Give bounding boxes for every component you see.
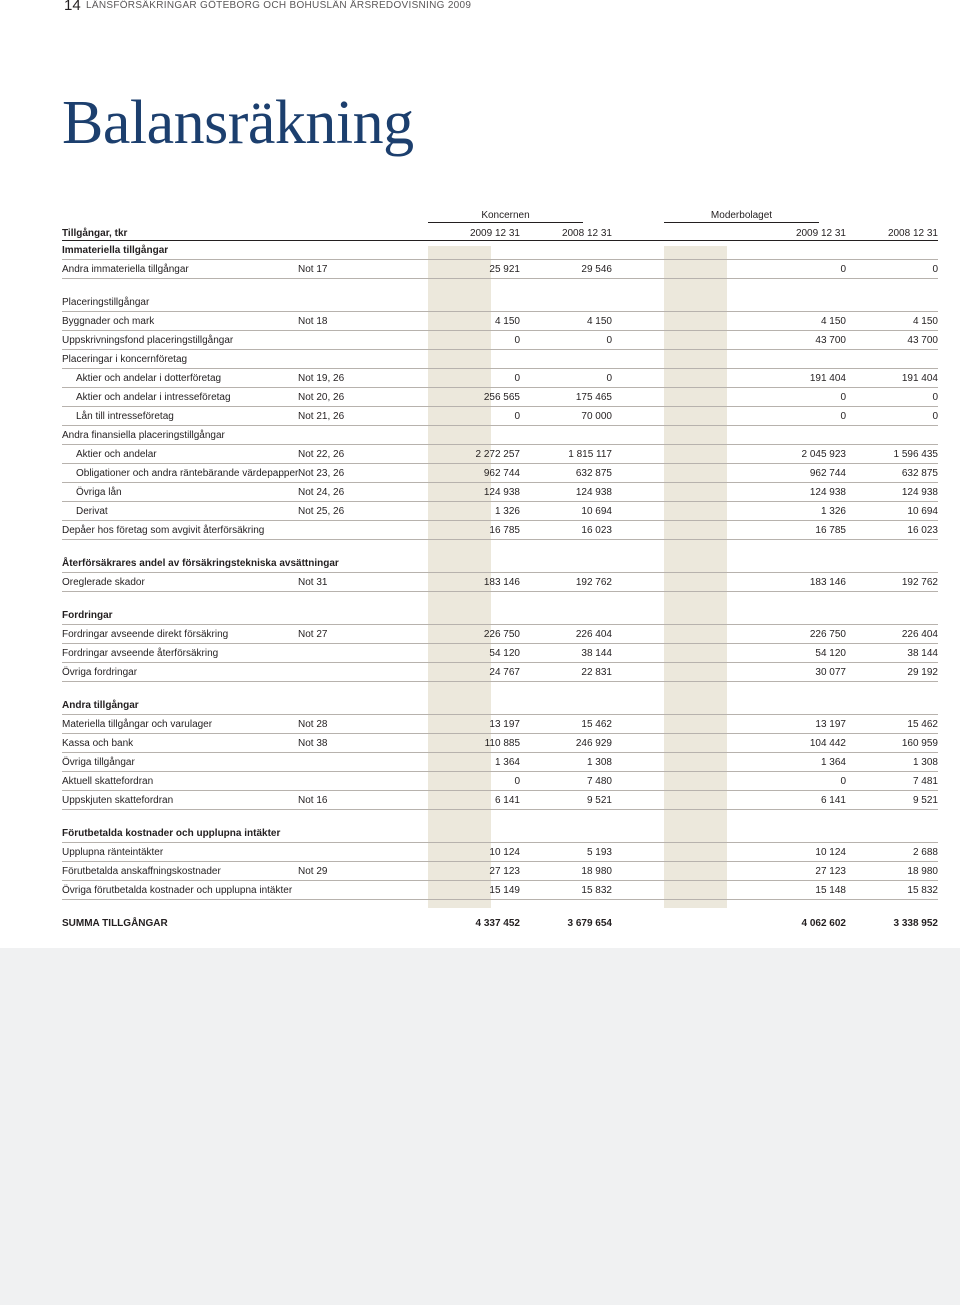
section-heading-row — [62, 554, 938, 573]
value-moderbolaget-2008: 16 023 — [846, 521, 938, 540]
row-label: Byggnader och mark — [62, 312, 298, 331]
section-heading: Andra tillgångar — [62, 696, 428, 715]
value-koncernen-2009: 24 767 — [428, 663, 520, 682]
row-label: Aktier och andelar — [62, 445, 298, 464]
empty-cell — [754, 696, 846, 715]
section-heading: Fordringar — [62, 606, 428, 625]
value-koncernen-2008: 10 694 — [520, 502, 612, 521]
value-moderbolaget-2008: 4 150 — [846, 312, 938, 331]
empty-cell — [612, 824, 754, 843]
value-koncernen-2008: 632 875 — [520, 464, 612, 483]
value-koncernen-2009: 6 141 — [428, 791, 520, 810]
value-koncernen-2008: 192 762 — [520, 573, 612, 592]
empty-cell — [846, 554, 938, 573]
empty-cell — [520, 350, 612, 369]
table-row — [62, 388, 938, 407]
value-moderbolaget-2009: 183 146 — [754, 573, 846, 592]
table-row — [62, 734, 938, 753]
row-note: Not 28 — [298, 715, 428, 734]
empty-cell — [520, 293, 612, 312]
value-koncernen-2008: 0 — [520, 369, 612, 388]
total-row — [62, 914, 938, 933]
empty-cell — [520, 606, 612, 625]
spacer-row — [62, 900, 938, 915]
value-moderbolaget-2009: 226 750 — [754, 625, 846, 644]
value-moderbolaget-2009: 0 — [754, 772, 846, 791]
section-heading: Återförsäkrares andel av försäkringstekniska avsättningar — [62, 554, 428, 573]
row-note: Not 29 — [298, 862, 428, 881]
spacer-cell — [62, 810, 938, 825]
empty-cell — [846, 606, 938, 625]
value-koncernen-2008: 22 831 — [520, 663, 612, 682]
column-header-koncernen-2008: 2008 12 31 — [520, 226, 612, 241]
table-row — [62, 715, 938, 734]
column-gap — [612, 502, 754, 521]
spacer-cell — [62, 900, 938, 915]
value-koncernen-2008: 15 462 — [520, 715, 612, 734]
group-underline — [664, 222, 819, 223]
value-koncernen-2008: 16 023 — [520, 521, 612, 540]
table-row — [62, 753, 938, 772]
empty-cell — [428, 426, 520, 445]
empty-cell — [428, 554, 520, 573]
value-moderbolaget-2008: 3 338 952 — [893, 918, 938, 929]
spacer-cell — [62, 592, 938, 607]
column-gap — [612, 734, 754, 753]
value-moderbolaget-2008: 29 192 — [846, 663, 938, 682]
row-note: Not 21, 26 — [298, 407, 428, 426]
row-note — [298, 881, 428, 900]
row-note: Not 17 — [298, 260, 428, 279]
table-row — [62, 445, 938, 464]
value-moderbolaget-2008: 43 700 — [846, 331, 938, 350]
page-number: 14 — [64, 0, 81, 14]
value-moderbolaget-2009: 191 404 — [754, 369, 846, 388]
empty-cell — [846, 350, 938, 369]
row-label: SUMMA TILLGÅNGAR — [62, 918, 168, 929]
column-gap — [612, 260, 754, 279]
empty-cell — [428, 696, 520, 715]
value-moderbolaget-2008: 18 980 — [846, 862, 938, 881]
value-koncernen-2009: 4 337 452 — [475, 918, 520, 929]
column-gap — [612, 464, 754, 483]
column-gap — [612, 521, 754, 540]
value-koncernen-2009: 1 364 — [428, 753, 520, 772]
value-koncernen-2008: 1 308 — [520, 753, 612, 772]
table-row — [62, 407, 938, 426]
row-label: Andra immateriella tillgångar — [62, 260, 298, 279]
empty-cell — [846, 241, 938, 260]
balance-sheet-table — [62, 226, 938, 933]
group-header-koncernen — [428, 210, 583, 223]
empty-cell — [754, 350, 846, 369]
empty-cell — [612, 426, 754, 445]
group-underline — [428, 222, 583, 223]
value-moderbolaget-2009: 27 123 — [754, 862, 846, 881]
subheading: Placeringar i koncernföretag — [62, 350, 428, 369]
empty-cell — [612, 606, 754, 625]
subheading-row — [62, 293, 938, 312]
value-moderbolaget-2009: 4 062 602 — [801, 918, 846, 929]
row-note — [298, 753, 428, 772]
row-note: Not 19, 26 — [298, 369, 428, 388]
value-moderbolaget-2008: 192 762 — [846, 573, 938, 592]
group-label-koncernen: Koncernen — [481, 210, 530, 221]
column-header-koncernen-2009: 2009 12 31 — [428, 226, 520, 241]
value-koncernen-2009: 110 885 — [428, 734, 520, 753]
value-koncernen-2008: 15 832 — [520, 881, 612, 900]
column-gap — [612, 573, 754, 592]
value-moderbolaget-2009: 6 141 — [754, 791, 846, 810]
value-moderbolaget-2009: 15 148 — [754, 881, 846, 900]
row-note — [298, 843, 428, 862]
row-label: Lån till intresseföretag — [62, 407, 298, 426]
row-note: Not 38 — [298, 734, 428, 753]
value-koncernen-2009: 1 326 — [428, 502, 520, 521]
bottom-background — [0, 948, 960, 1305]
table-row — [62, 843, 938, 862]
value-koncernen-2009: 226 750 — [428, 625, 520, 644]
value-moderbolaget-2008: 0 — [846, 260, 938, 279]
value-koncernen-2009: 27 123 — [428, 862, 520, 881]
value-koncernen-2009: 54 120 — [428, 644, 520, 663]
table-row — [62, 644, 938, 663]
value-koncernen-2008: 4 150 — [520, 312, 612, 331]
subheading-row — [62, 350, 938, 369]
row-label: Materiella tillgångar och varulager — [62, 715, 298, 734]
empty-cell — [520, 554, 612, 573]
empty-cell — [428, 824, 520, 843]
empty-cell — [612, 241, 754, 260]
table-row — [62, 521, 938, 540]
row-note — [298, 772, 428, 791]
value-koncernen-2009: 0 — [428, 369, 520, 388]
row-note — [298, 331, 428, 350]
row-label: Obligationer och andra räntebärande värdepapper — [62, 464, 298, 483]
value-moderbolaget-2009: 54 120 — [754, 644, 846, 663]
spacer-row — [62, 540, 938, 555]
value-koncernen-2008: 1 815 117 — [520, 445, 612, 464]
value-moderbolaget-2008: 7 481 — [846, 772, 938, 791]
running-title: LÄNSFÖRSÄKRINGAR GÖTEBORG OCH BOHUSLÄN ÅRSREDOVISNING 2009 — [86, 0, 472, 11]
empty-cell — [612, 350, 754, 369]
spacer-cell — [62, 682, 938, 697]
column-gap — [612, 715, 754, 734]
value-koncernen-2008: 9 521 — [520, 791, 612, 810]
row-note: Not 18 — [298, 312, 428, 331]
running-header — [0, 0, 960, 14]
value-moderbolaget-2008: 191 404 — [846, 369, 938, 388]
column-gap — [612, 843, 754, 862]
row-note: Not 27 — [298, 625, 428, 644]
value-koncernen-2008: 29 546 — [520, 260, 612, 279]
table-row — [62, 483, 938, 502]
empty-cell — [428, 350, 520, 369]
value-moderbolaget-2009: 1 364 — [754, 753, 846, 772]
value-moderbolaget-2009: 0 — [754, 260, 846, 279]
row-note — [298, 521, 428, 540]
row-note: Not 31 — [298, 573, 428, 592]
value-moderbolaget-2009: 962 744 — [754, 464, 846, 483]
table-row — [62, 663, 938, 682]
value-koncernen-2009: 0 — [428, 407, 520, 426]
value-moderbolaget-2009: 4 150 — [754, 312, 846, 331]
row-label: Fordringar avseende återförsäkring — [62, 644, 298, 663]
table-row — [62, 791, 938, 810]
value-moderbolaget-2008: 15 462 — [846, 715, 938, 734]
empty-cell — [612, 293, 754, 312]
value-moderbolaget-2008: 15 832 — [846, 881, 938, 900]
row-note: Not 24, 26 — [298, 483, 428, 502]
column-gap — [612, 312, 754, 331]
value-koncernen-2008: 3 679 654 — [567, 918, 612, 929]
value-koncernen-2008: 226 404 — [520, 625, 612, 644]
section-heading-row — [62, 241, 938, 260]
table-row — [62, 312, 938, 331]
value-moderbolaget-2009: 16 785 — [754, 521, 846, 540]
row-label: Upplupna ränteintäkter — [62, 843, 298, 862]
column-gap — [612, 644, 754, 663]
section-heading: Immateriella tillgångar — [62, 241, 428, 260]
empty-cell — [520, 241, 612, 260]
value-koncernen-2009: 0 — [428, 772, 520, 791]
value-koncernen-2008: 124 938 — [520, 483, 612, 502]
empty-cell — [520, 426, 612, 445]
value-moderbolaget-2009: 124 938 — [754, 483, 846, 502]
value-koncernen-2009: 16 785 — [428, 521, 520, 540]
value-koncernen-2008: 38 144 — [520, 644, 612, 663]
value-moderbolaget-2009: 0 — [754, 388, 846, 407]
section-heading-row — [62, 606, 938, 625]
row-label: Övriga fordringar — [62, 663, 298, 682]
spacer-row — [62, 682, 938, 697]
spacer-row — [62, 592, 938, 607]
value-moderbolaget-2008: 160 959 — [846, 734, 938, 753]
row-note: Not 23, 26 — [298, 464, 428, 483]
section-heading: Förutbetalda kostnader och upplupna intäkter — [62, 824, 428, 843]
value-koncernen-2009: 15 149 — [428, 881, 520, 900]
value-moderbolaget-2008: 9 521 — [846, 791, 938, 810]
column-gap — [612, 862, 754, 881]
section-heading-row — [62, 824, 938, 843]
subheading: Andra finansiella placeringstillgångar — [62, 426, 428, 445]
column-gap — [612, 791, 754, 810]
row-label: Aktuell skattefordran — [62, 772, 298, 791]
spacer-cell — [62, 540, 938, 555]
value-koncernen-2008: 0 — [520, 331, 612, 350]
empty-cell — [754, 293, 846, 312]
column-header-note — [298, 226, 428, 241]
empty-cell — [846, 696, 938, 715]
column-header-moderbolaget-2008: 2008 12 31 — [846, 226, 938, 241]
row-note: Not 25, 26 — [298, 502, 428, 521]
row-note — [298, 914, 428, 933]
table-row — [62, 573, 938, 592]
value-moderbolaget-2009: 2 045 923 — [754, 445, 846, 464]
value-koncernen-2008: 18 980 — [520, 862, 612, 881]
value-moderbolaget-2009: 13 197 — [754, 715, 846, 734]
value-moderbolaget-2009: 104 442 — [754, 734, 846, 753]
subheading: Placeringstillgångar — [62, 293, 428, 312]
row-note — [298, 663, 428, 682]
column-gap — [612, 914, 754, 933]
column-gap — [612, 331, 754, 350]
section-heading-row — [62, 696, 938, 715]
empty-cell — [428, 241, 520, 260]
page-title: Balansräkning — [62, 89, 414, 157]
column-gap — [612, 753, 754, 772]
value-koncernen-2009: 962 744 — [428, 464, 520, 483]
table-row — [62, 772, 938, 791]
row-label: Fordringar avseende direkt försäkring — [62, 625, 298, 644]
group-header-moderbolaget — [664, 210, 819, 223]
column-gap — [612, 407, 754, 426]
column-gap — [612, 772, 754, 791]
value-moderbolaget-2008: 124 938 — [846, 483, 938, 502]
table-row — [62, 464, 938, 483]
value-moderbolaget-2008: 38 144 — [846, 644, 938, 663]
value-koncernen-2009: 2 272 257 — [428, 445, 520, 464]
empty-cell — [612, 554, 754, 573]
spacer-row — [62, 810, 938, 825]
row-note — [298, 644, 428, 663]
table-row — [62, 862, 938, 881]
row-label: Övriga lån — [62, 483, 298, 502]
row-note: Not 20, 26 — [298, 388, 428, 407]
value-moderbolaget-2008: 1 596 435 — [846, 445, 938, 464]
empty-cell — [612, 696, 754, 715]
empty-cell — [754, 426, 846, 445]
row-note: Not 16 — [298, 791, 428, 810]
value-moderbolaget-2009: 30 077 — [754, 663, 846, 682]
value-moderbolaget-2008: 10 694 — [846, 502, 938, 521]
empty-cell — [846, 426, 938, 445]
spacer-row — [62, 279, 938, 294]
value-koncernen-2009: 4 150 — [428, 312, 520, 331]
empty-cell — [428, 293, 520, 312]
value-moderbolaget-2009: 0 — [754, 407, 846, 426]
value-koncernen-2008: 7 480 — [520, 772, 612, 791]
value-moderbolaget-2009: 1 326 — [754, 502, 846, 521]
table-row — [62, 625, 938, 644]
value-koncernen-2008: 70 000 — [520, 407, 612, 426]
value-koncernen-2009: 13 197 — [428, 715, 520, 734]
value-koncernen-2009: 124 938 — [428, 483, 520, 502]
row-label: Depåer hos företag som avgivit återförsäkring — [62, 521, 298, 540]
empty-cell — [754, 554, 846, 573]
value-koncernen-2009: 183 146 — [428, 573, 520, 592]
column-gap — [612, 226, 754, 241]
empty-cell — [520, 696, 612, 715]
value-moderbolaget-2008: 1 308 — [846, 753, 938, 772]
spacer-cell — [62, 279, 938, 294]
value-moderbolaget-2008: 0 — [846, 388, 938, 407]
empty-cell — [754, 824, 846, 843]
table-row — [62, 502, 938, 521]
column-gap — [612, 881, 754, 900]
table-row — [62, 881, 938, 900]
column-gap — [612, 625, 754, 644]
column-gap — [612, 483, 754, 502]
row-label: Kassa och bank — [62, 734, 298, 753]
subheading-row — [62, 426, 938, 445]
column-gap — [612, 388, 754, 407]
empty-cell — [754, 606, 846, 625]
value-koncernen-2009: 256 565 — [428, 388, 520, 407]
value-moderbolaget-2008: 226 404 — [846, 625, 938, 644]
value-koncernen-2008: 5 193 — [520, 843, 612, 862]
row-label: Aktier och andelar i dotterföretag — [62, 369, 298, 388]
row-note: Not 22, 26 — [298, 445, 428, 464]
row-label: Derivat — [62, 502, 298, 521]
value-koncernen-2008: 246 929 — [520, 734, 612, 753]
value-moderbolaget-2008: 2 688 — [846, 843, 938, 862]
empty-cell — [846, 824, 938, 843]
empty-cell — [846, 293, 938, 312]
column-gap — [612, 445, 754, 464]
row-label: Övriga tillgångar — [62, 753, 298, 772]
value-koncernen-2008: 175 465 — [520, 388, 612, 407]
table-row — [62, 369, 938, 388]
empty-cell — [428, 606, 520, 625]
row-label: Förutbetalda anskaffningskostnader — [62, 862, 298, 881]
value-koncernen-2009: 25 921 — [428, 260, 520, 279]
column-gap — [612, 369, 754, 388]
column-header-row — [62, 226, 938, 241]
row-label: Aktier och andelar i intresseföretag — [62, 388, 298, 407]
empty-cell — [754, 241, 846, 260]
empty-cell — [520, 824, 612, 843]
column-header-moderbolaget-2009: 2009 12 31 — [754, 226, 846, 241]
table-row — [62, 331, 938, 350]
value-koncernen-2009: 0 — [428, 331, 520, 350]
group-label-moderbolaget: Moderbolaget — [710, 210, 773, 221]
value-moderbolaget-2008: 632 875 — [846, 464, 938, 483]
row-label: Oreglerade skador — [62, 573, 298, 592]
column-header-label: Tillgångar, tkr — [62, 226, 298, 241]
value-moderbolaget-2008: 0 — [846, 407, 938, 426]
row-label: Uppskrivningsfond placeringstillgångar — [62, 331, 298, 350]
value-koncernen-2009: 10 124 — [428, 843, 520, 862]
value-moderbolaget-2009: 43 700 — [754, 331, 846, 350]
value-moderbolaget-2009: 10 124 — [754, 843, 846, 862]
column-gap — [612, 663, 754, 682]
table-row — [62, 260, 938, 279]
row-label: Uppskjuten skattefordran — [62, 791, 298, 810]
row-label: Övriga förutbetalda kostnader och upplupna intäkter — [62, 881, 298, 900]
